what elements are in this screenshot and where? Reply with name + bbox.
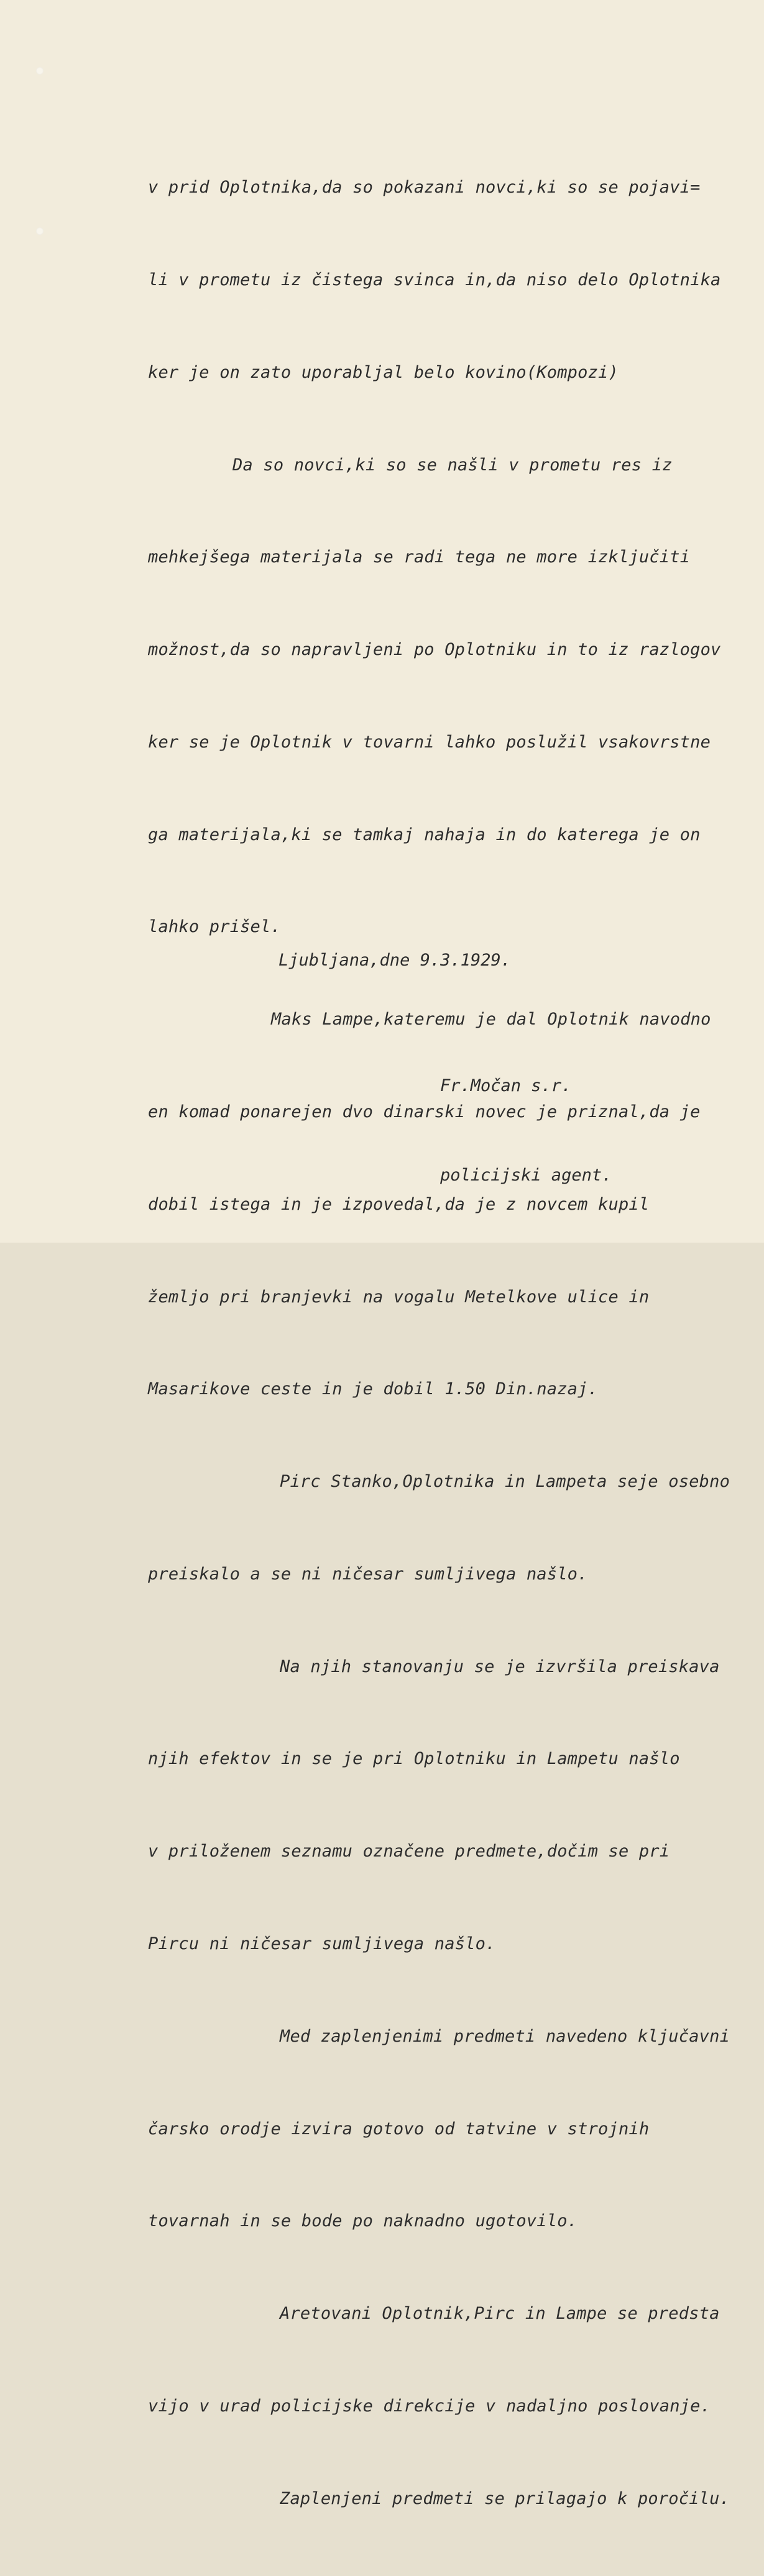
body-line: vijo v urad policijske direkcije v nadaljno poslovanje. bbox=[148, 2396, 711, 2416]
body-line: v priloženem seznamu označene predmete,dočim se pri bbox=[148, 1842, 670, 1861]
document-body bbox=[148, 111, 757, 2576]
body-line: li v prometu iz čistega svinca in,da niso delo Oplotnika bbox=[148, 270, 721, 290]
body-line: Aretovani Oplotnik,Pirc in Lampe se predsta bbox=[280, 2304, 720, 2324]
signature-title: policijski agent. bbox=[440, 1166, 612, 1185]
body-line: žemljo pri branjevki na vogalu Metelkove ulice in bbox=[148, 1287, 650, 1307]
body-line: Med zaplenjenimi predmeti navedeno ključavni bbox=[280, 2026, 730, 2046]
signature-name: Fr.Močan s.r. bbox=[440, 1076, 572, 1095]
body-line: dobil istega in je izpovedal,da je z novcem kupil bbox=[148, 1194, 650, 1214]
body-line: Da so novci,ki so se našli v prometu res iz bbox=[232, 455, 673, 475]
place-date-line: Ljubljana,dne 9.3.1929. bbox=[278, 951, 511, 970]
signature-block bbox=[440, 1012, 612, 1250]
body-line: možnost,da so napravljeni po Oplotniku in to iz razlogov bbox=[148, 640, 721, 660]
body-line: čarsko orodje izvira gotovo od tatvine v strojnih bbox=[148, 2119, 650, 2139]
body-line: mehkejšega materijala se radi tega ne more izključiti bbox=[148, 547, 691, 567]
body-line: tovarnah in se bode po naknadno ugotovilo. bbox=[148, 2211, 578, 2231]
punch-hole bbox=[36, 67, 44, 75]
body-line: v prid Oplotnika,da so pokazani novci,ki so se pojavi= bbox=[148, 178, 701, 198]
body-line: Pirc Stanko,Oplotnika in Lampeta seje osebno bbox=[280, 1472, 730, 1492]
body-line: njih efektov in se je pri Oplotniku in Lampetu našlo bbox=[148, 1749, 680, 1769]
body-line: Zaplenjeni predmeti se prilagajo k poročilu. bbox=[280, 2488, 730, 2508]
body-line: ker se je Oplotnik v tovarni lahko poslužil vsakovrstne bbox=[148, 732, 711, 752]
body-line: Na njih stanovanju se je izvršila preiskava bbox=[280, 1656, 720, 1676]
punch-hole bbox=[36, 227, 44, 235]
body-line: en komad ponarejen dvo dinarski novec je priznal,da je bbox=[148, 1102, 701, 1121]
body-line: Maks Lampe,kateremu je dal Oplotnik navodno bbox=[271, 1010, 711, 1030]
body-line: ker je on zato uporabljal belo kovino(Kompozi) bbox=[148, 362, 619, 382]
body-line: Masarikove ceste in je dobil 1.50 Din.nazaj. bbox=[148, 1379, 599, 1399]
body-line: ga materijala,ki se tamkaj nahaja in do katerega je on bbox=[148, 824, 701, 844]
body-line: Pircu ni ničesar sumljivega našlo. bbox=[148, 1934, 496, 1954]
body-line: lahko prišel. bbox=[148, 917, 281, 937]
body-line: preiskalo a se ni ničesar sumljivega našlo. bbox=[148, 1564, 588, 1584]
